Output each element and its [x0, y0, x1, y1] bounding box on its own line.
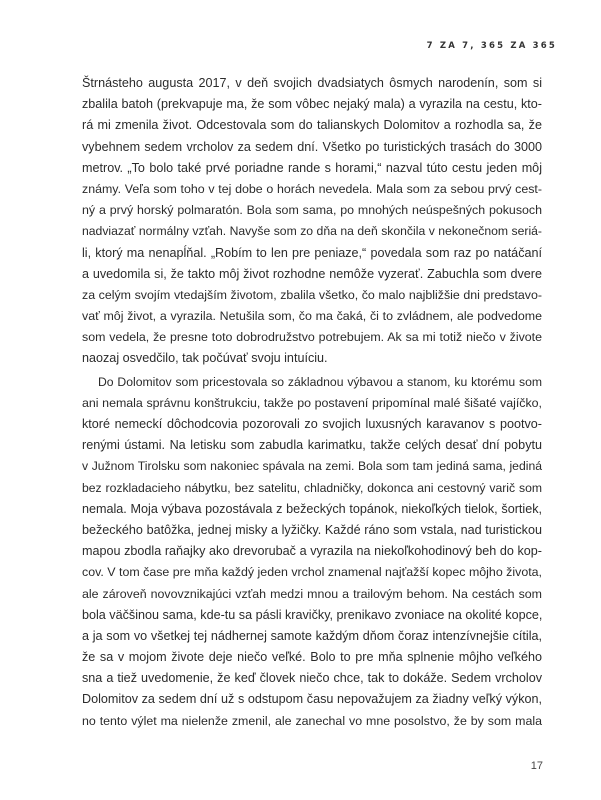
text-line: Dolomitov za sedem dní už s odstupom času nepovažujem za žiadny veľký výkon,: [82, 692, 542, 707]
text-line: a uvedomila si, že takto môj život rozhodne nemôže vyzerať. Zabuchla som dvere: [82, 266, 542, 281]
text-line: naozaj osvedčilo, tak počúvať svoju intuíciu.: [82, 351, 328, 366]
paragraph-2: [82, 372, 542, 732]
text-line: zbalila batoh (prekvapuje ma, že som vôbec nejaký mala) a vyrazila na cestu, kto-: [82, 97, 542, 112]
paragraph-1: [82, 73, 542, 370]
text-line: známy. Veľa som toho v tej dobe o horách nevedela. Mala som za sebou prvý cest-: [82, 181, 542, 196]
text-line: ale zároveň novovznikajúci vzťah medzi mnou a trailovým behom. Na cestách som: [82, 586, 542, 601]
body-text: [82, 73, 542, 734]
text-line: ný a prvý horský polmaratón. Bola som sama, po mnohých neúspešných pokusoch: [82, 203, 542, 218]
text-line: ani nemala správnu konštrukciu, takže po postavení pripomínal malé šišaté vajíčko,: [82, 395, 542, 410]
text-line: vať môj život, a vyrazila. Netušila som, čo ma čaká, či to zvládnem, ale podvedome: [82, 309, 542, 324]
text-line: ktoré nemeckí dôchodcovia pozorovali zo svojich luxusných karavanov s pootvo-: [82, 417, 542, 431]
text-line: za celým svojím vtedajším životom, zbalila všetko, čo malo najbližšie dni predstavo-: [82, 287, 542, 302]
text-line: cov. V tom čase pre mňa každý jeden vrchol znamenal najťažší kopec môjho života,: [82, 565, 542, 580]
text-line: no tento výlet ma nielenže zmenil, ale zanechal vo mne posolstvo, že by som mala: [82, 713, 542, 728]
text-line: v Južnom Tirolsku som nakoniec spávala na zemi. Bola som tam jediná sama, jediná: [82, 459, 542, 474]
text-line: bez rozkladacieho nábytku, bez satelitu, chladničky, dokonca ani cestovný varič som: [82, 480, 542, 495]
text-line: Do Dolomitov som pricestovala so základnou výbavou a stanom, ku ktorému som: [98, 374, 542, 389]
text-line: že sa v mojom živote deje niečo veľké. Bolo to pre mňa splnenie môjho veľkého: [82, 650, 542, 665]
text-line: renými ústami. Na letisku som zabudla karimatku, takže celých desať dní pobytu: [82, 438, 542, 453]
text-line: vybehnem sedem vrcholov za sedem dní. Všetko po turistických trasách do 3000: [82, 139, 542, 154]
text-line: bežeckého batôžka, jednej misky a lyžičky. Každé ráno som vstala, nad turistickou: [82, 522, 542, 537]
text-line: mapou zbodla raňajky ako drevorubač a vyrazila na niekoľkohodinový beh do kop-: [82, 544, 542, 559]
text-line: rá mi zmenila život. Odcestovala som do talianskych Dolomitov a rozhodla sa, že: [82, 118, 542, 133]
text-line: bola väčšinou sama, kde-tu sa pásli kravičky, prenikavo zvoniace na okolité kopce,: [82, 607, 543, 622]
text-line: metrov. „To bolo také prvé poriadne rande s horami,“ nazval túto cestu jeden môj: [82, 160, 542, 175]
text-line: som vedela, že presne toto dobrodružstvo potrebujem. Ak sa mi totiž niečo v živote: [82, 330, 542, 345]
text-line: nadviazať normálny vzťah. Navyše som zo dňa na deň skončila v nekonečnom seriá-: [82, 224, 542, 239]
text-line: li, ktorý ma nenapĺňal. „Robím to len pre peniaze,“ povedala som raz po natáčaní: [82, 245, 542, 260]
page-number: 17: [530, 760, 543, 772]
text-line: a ja som vo všetkej tej nádhernej samote každým dňom čoraz intenzívnejšie cítila,: [82, 628, 542, 643]
running-head: 7 ZA 7, 365 ZA 365: [426, 41, 557, 51]
text-line: Štrnásteho augusta 2017, v deň svojich dvadsiatych ôsmych narodenín, som si: [82, 76, 542, 90]
text-line: nemala. Moja výbava pozostávala z bežeckých topánok, niekoľkých tielok, šortiek,: [82, 501, 542, 516]
text-line: sna a tiež uvedomenie, že keď človek niečo chce, tak to dokáže. Sedem vrcholov: [82, 671, 542, 686]
